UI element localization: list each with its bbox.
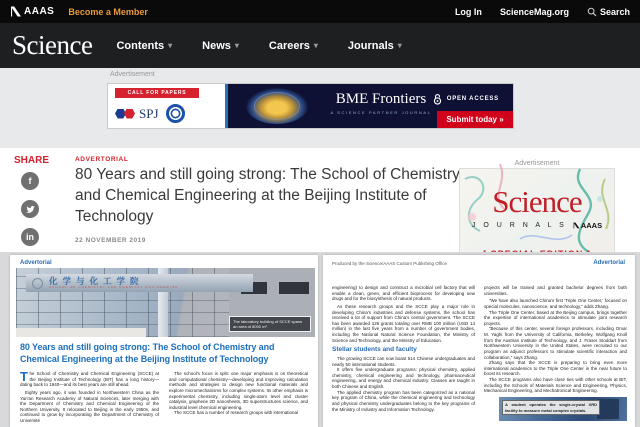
chevron-down-icon: ▾ [397,41,402,50]
spj-emblem-icon [166,104,185,123]
nav-news[interactable]: News ▾ [202,39,239,52]
search-icon [587,7,597,17]
search-control[interactable] [587,7,630,17]
twitter-share-icon[interactable] [21,200,39,218]
bme-frontiers-title: BME Frontiers [335,91,427,107]
open-access-icon [432,93,443,105]
left-page-column-2: The school's focus is split: one major emphasis is on theoretical and computational chemistry—developing and improving calculation methods and strategies to design new functional materials and explore micromechanisms for complex systems. Its other emphasis is experimental chemistry, including single-atom level and cluster catalysis, graphene 2D nanosheets, 3D superstructures science, and industrial level chemical engineering. The SCCE has a number of research groups with international [169,371,308,416]
bme-panel [228,84,513,128]
facebook-glyph: f [28,176,32,186]
school-seal-icon [32,278,43,289]
leaderboard-ad-section [0,68,640,148]
nav-contents[interactable]: Contents ▾ [116,39,173,52]
scce-building-photo [16,268,315,337]
building-window [279,282,309,294]
science-logo[interactable]: Science [12,30,93,60]
become-member-link[interactable]: Become a Member [68,6,148,17]
page-title: 80 Years and still going strong: The School of Chemistry and Chemical Engineering at the Beijing Institute of Technology [75,166,460,226]
aaas-brand-text: AAAS [24,6,55,17]
chevron-down-icon: ▾ [234,41,239,50]
article-date: 22 NOVEMBER 2019 [75,237,146,244]
advertisement-label: Advertisement [110,71,155,78]
section-heading: Stellar students and faculty [332,346,417,354]
nav-careers[interactable]: Careers ▾ [268,39,318,52]
science-journals-logo: Science [492,184,582,219]
chevron-down-icon: ▾ [168,41,173,50]
advertorial-label: Advertorial [20,260,52,266]
sign-chinese-text: 化学与化工学院 [49,275,144,286]
article-page-heading: 80 Years and still going strong: The School of Chemistry and Chemical Engineering at the Beijing Institute of Technology [20,342,275,365]
masthead [0,23,640,68]
sign-english-text: SCHOOL OF CHEMISTRY AND CHEMICAL ENGINEERING [49,285,179,290]
search-label: Search [599,6,630,17]
building-sign [26,274,253,292]
article-header [0,148,640,252]
sciencemag-link[interactable]: ScienceMag.org [499,6,569,17]
advertorial-kicker: ADVERTORIAL [75,156,129,163]
bme-frontiers-banner-ad[interactable] [108,84,513,128]
open-access-label: OPEN ACCESS [446,96,499,102]
dropcap: T [20,369,28,384]
share-label: SHARE [14,155,50,166]
advertorial-label: Advertorial [593,260,625,266]
linkedin-glyph: in [26,232,34,242]
spj-logo-text: SPJ [139,105,159,121]
call-for-papers-ribbon: CALL FOR PAPERS [115,88,199,98]
pdf-page-left [10,255,318,427]
submit-today-button[interactable]: Submit today » [437,111,513,128]
aaas-mark: AAAS [573,221,602,230]
building-sill [16,328,146,337]
produced-by-label: Produced by the Science/AAAS Custom Publishing Office [332,261,447,266]
linkedin-share-icon[interactable] [21,228,39,246]
journals-wordmark: J O U R N A L S [471,222,567,229]
facebook-share-icon[interactable] [21,172,39,190]
xrd-lab-photo [499,397,627,421]
chevron-down-icon: ▾ [313,41,318,50]
nav-journals[interactable]: Journals ▾ [347,39,402,52]
share-buttons [21,172,39,246]
login-link[interactable]: Log In [454,6,482,17]
top-utility-bar [0,0,640,23]
photo-caption: A student operates the single-crystal XRD facility to measure metal complex crystals. [502,400,600,415]
spj-panel [108,84,225,128]
aaas-logo[interactable] [10,6,54,17]
document-viewer [0,252,640,427]
right-page-column-2: projects will be trained and granted bachelor degrees from both universities. “We have also launched China's first 'Triple One Center,' focused on special molecules, nanoscience, and technology,” adds Zhang. The Triple One Center, based at the Beijing campus, brings together the expertise of international academics to stimulate joint research projects. “Because of this center, several foreign professors, including Omar M. Yaghi from the University of California, Berkeley, Wolfgang Knoll from the Austrian Institute of Technology, and J. Fraser Stoddart from Northwestern University in the United States, were recruited to our program as adjunct professors to stimulate scientific interaction and collaboration,” says Zhang. Zhang says that the SCCE is preparing to bring even more international academics to the Triple One Center in the near future to boost its research. The SCCE programs also have close ties with other schools at BIT, including the Schools of Materials Science and Engineering, Physics, Mechanical Engineering, and Mechatronical Engineering. A student operates the single-crystal XRD facility to measure metal complex crystals. [484,285,627,421]
bme-frontiers-subtitle: A SCIENCE PARTNER JOURNAL [330,110,432,115]
aaas-flag-icon [10,6,22,17]
left-page-column-1: The School of Chemistry and Chemical Engineering (SCCE) at the Beijing Institute of Technology (BIT) has a long history—dating back to 1940—and its best years are still ahead. Eighty years ago, it was founded in Northwestern China as the Yan'an Research Academy of Natural Sciences, later merging with the Department of Chemistry and Chemical Engineering of the Northern University. It relocated to Beijing in the early 1950s, and continued to grow by incorporating the Department of Chemistry of Université [20,369,159,423]
spj-hexagon-red-icon [124,109,135,119]
photo-caption: The laboratory building of SCCE spans an area of 8000 m². [229,316,311,332]
primary-nav [116,40,401,52]
science-journals-ad-image[interactable] [460,169,614,253]
aaas-flag-icon [573,222,580,229]
right-page-column-1: engineering) to design and construct a microbial cell factory that will enable a clean, green, and efficient bioprocess for developing new drugs and for the biosynthesis of natural products. As these research groups and the SCCE play a major role in developing China's industries and defense systems, the school has received a lot of support from China's central government. The SCCE has been awarded 126 grants totaling over RMB 100 million (USD 14 million) in the last five years from a number of government bodies, including the National Natural Science Foundation, the Ministry of Science and Technology, and the Ministry of Education. Stellar students and faculty The growing SCCE can now boast 514 Chinese undergraduates and nearly 50 international students. It offers five undergraduate programs: physical chemistry, applied chemistry, chemical engineering and technology, pharmaceutical engineering, and energy and chemical industry. Classes are taught in both Chinese and English. The applied chemistry program has been categorized as a national key program of China, while the chemical engineering and technology and physical chemistry undergraduates belong to the key programs of the Ministry of Industry and Information Technology. [332,285,475,412]
advertisement-label: Advertisement [514,160,560,167]
pdf-page-right [323,255,635,427]
sidebar-ad[interactable] [460,160,614,253]
brain-image [246,88,308,124]
